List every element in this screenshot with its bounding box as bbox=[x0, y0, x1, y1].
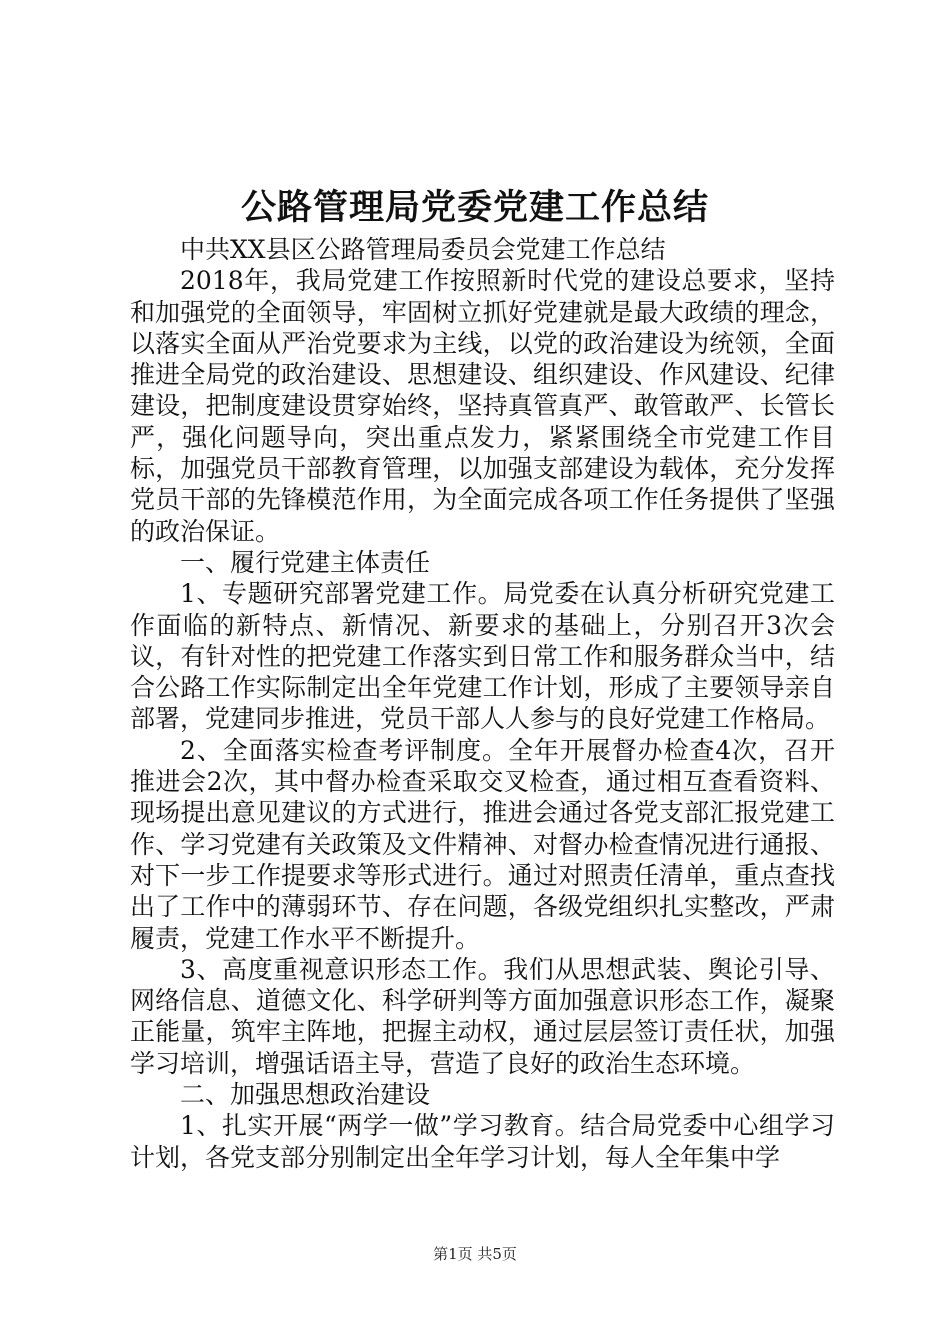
page-number-footer: 第1页 共5页 bbox=[433, 1245, 517, 1263]
section-heading-1: 一、履行党建主体责任 bbox=[180, 547, 431, 577]
body-paragraph: 2、全面落实检查考评制度。全年开展督办检查4次，召开推进会2次，其中督办检查采取交叉检查，通过相互查看资料、现场提出意见建议的方式进行，推进会通过各党支部汇报党建工作、学习党建有关政策及文件精神、对督办检查情况进行通报、对下一步工作提要求等形式进行。通过对照责任清单，重点查找出了工作中的薄弱环节、存在问题，各级党组织扎实整改，严肃履责，党建工作水平不断提升。 bbox=[130, 735, 835, 953]
document-title: 公路管理局党委党建工作总结 bbox=[240, 187, 709, 228]
subtitle-paragraph: 中共XX县区公路管理局委员会党建工作总结 bbox=[180, 235, 666, 264]
body-paragraph: 1、扎实开展“两学一做”学习教育。结合局党委中心组学习计划，各党支部分别制定出全年学习计划，每人全年集中学 bbox=[130, 1111, 835, 1172]
intro-paragraph: 2018年，我局党建工作按照新时代党的建设总要求，坚持和加强党的全面领导，牢固树立抓好党建就是最大政绩的理念，以落实全面从严治党要求为主线，以党的政治建设为统领，全面推进全局党的政治建设、思想建设、组织建设、作风建设、纪律建设，把制度建设贯穿始终，坚持真管真严、敢管敢严、长管长严，强化问题导向，突出重点发力，紧紧围绕全市党建工作目标，加强党员干部教育管理，以加强支部建设为载体，充分发挥党员干部的先锋模范作用，为全面完成各项工作任务提供了坚强的政治保证。 bbox=[130, 266, 835, 546]
body-paragraph: 1、专题研究部署党建工作。局党委在认真分析研究党建工作面临的新特点、新情况、新要求的基础上，分别召开3次会议，有针对性的把党建工作落实到日常工作和服务群众当中，结合公路工作实际制定出全年党建工作计划，形成了主要领导亲自部署，党建同步推进，党员干部人人参与的良好党建工作格局。 bbox=[130, 579, 835, 734]
document-body bbox=[130, 234, 835, 1173]
section-heading-2: 二、加强思想政治建设 bbox=[180, 1080, 431, 1110]
body-paragraph: 3、高度重视意识形态工作。我们从思想武装、舆论引导、网络信息、道德文化、科学研判等方面加强意识形态工作，凝聚正能量，筑牢主阵地，把握主动权，通过层层签订责任状，加强学习培训，增强话语主导，营造了良好的政治生态环境。 bbox=[130, 954, 835, 1078]
